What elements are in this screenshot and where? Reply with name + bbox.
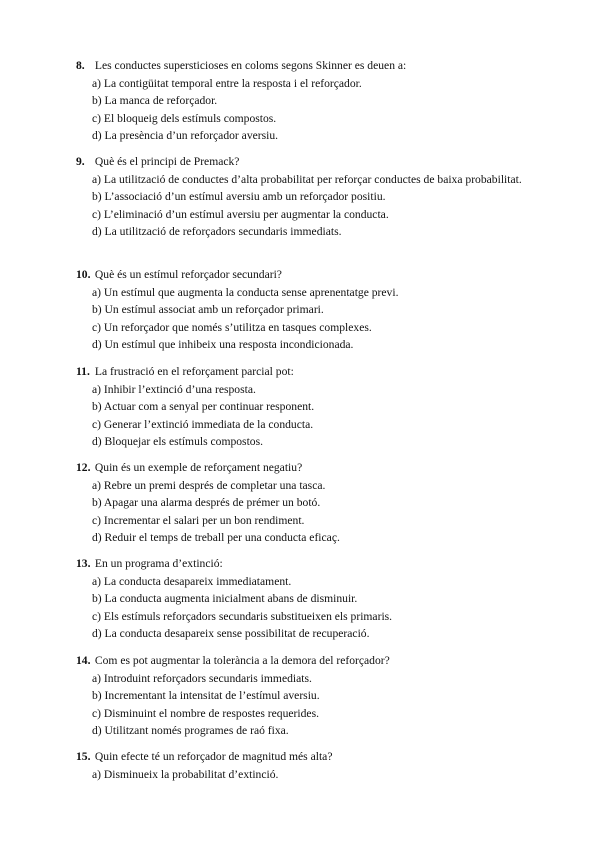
question-number: 11.	[76, 365, 90, 378]
options-list	[76, 171, 546, 241]
question-text: Quin és un exemple de reforçament negatiu?	[94, 461, 303, 474]
question-13	[76, 555, 546, 643]
option-b: b) Actuar com a senyal per continuar responent.	[92, 400, 315, 413]
question-number: 13.	[76, 557, 91, 570]
question-text: Com es pot augmentar la tolerància a la demora del reforçador?	[94, 654, 390, 667]
option-a: a) Rebre un premi després de completar una tasca.	[92, 478, 326, 492]
question-10	[76, 266, 546, 354]
option-d: d) Bloquejar els estímuls compostos.	[92, 435, 263, 448]
question-9	[76, 153, 546, 241]
question-stem	[76, 555, 546, 573]
question-11	[76, 363, 546, 451]
option-b: b) La manca de reforçador.	[92, 94, 218, 107]
options-list	[76, 477, 546, 547]
option-c: c) Disminuint el nombre de respostes requerides.	[92, 706, 319, 720]
option-c: c) L’eliminació d’un estímul aversiu per augmentar la conducta.	[92, 207, 389, 221]
question-number: 12.	[76, 461, 91, 474]
option-c: c) Els estímuls reforçadors secundaris substitueixen els primaris.	[92, 609, 393, 623]
question-stem	[76, 748, 546, 766]
question-number: 15.	[76, 750, 91, 763]
option-c: c) Un reforçador que només s’utilitza en tasques complexes.	[92, 320, 372, 334]
option-b: b) Incrementant la intensitat de l’estímul aversiu.	[92, 689, 320, 702]
options-list	[76, 766, 546, 784]
question-stem	[76, 266, 546, 284]
option-a: a) Introduint reforçadors secundaris immediats.	[92, 671, 312, 685]
question-stem	[76, 459, 546, 477]
option-a: a) La utilització de conductes d’alta probabilitat per reforçar conductes de baixa probabilitat.	[92, 172, 522, 186]
option-d: d) La utilització de reforçadors secundaris immediats.	[92, 225, 342, 238]
option-d: d) Utilitzant només programes de raó fixa.	[92, 724, 289, 737]
question-stem	[76, 652, 546, 670]
option-c: c) Generar l’extinció immediata de la conducta.	[92, 417, 314, 431]
option-a: a) La contigüitat temporal entre la resposta i el reforçador.	[92, 76, 362, 90]
option-d: d) La presència d’un reforçador aversiu.	[92, 129, 279, 142]
question-number: 9.	[76, 155, 85, 168]
question-14	[76, 652, 546, 740]
question-text: Què és el principi de Premack?	[94, 155, 240, 168]
options-list	[76, 670, 546, 740]
option-a: a) Disminueix la probabilitat d’extinció.	[92, 767, 279, 781]
option-a: a) La conducta desapareix immediatament.	[92, 574, 292, 588]
question-stem	[76, 57, 546, 75]
options-list	[76, 381, 546, 451]
question-text: Què és un estímul reforçador secundari?	[94, 268, 282, 281]
question-number: 14.	[76, 654, 91, 667]
option-b: b) Un estímul associat amb un reforçador primari.	[92, 303, 324, 316]
question-15	[76, 748, 546, 783]
question-text: Les conductes supersticioses en coloms segons Skinner es deuen a:	[94, 59, 407, 72]
options-list	[76, 573, 546, 643]
question-text: En un programa d’extinció:	[94, 557, 223, 570]
option-d: d) Un estímul que inhibeix una resposta incondicionada.	[92, 338, 354, 351]
option-b: b) La conducta augmenta inicialment abans de disminuir.	[92, 592, 358, 605]
question-number: 8.	[76, 59, 85, 72]
option-c: c) Incrementar el salari per un bon rendiment.	[92, 513, 305, 527]
question-8	[76, 57, 546, 145]
question-text: Quin efecte té un reforçador de magnitud més alta?	[94, 750, 333, 763]
options-list	[76, 75, 546, 145]
options-list	[76, 284, 546, 354]
question-text: La frustració en el reforçament parcial pot:	[94, 365, 294, 378]
option-d: d) La conducta desapareix sense possibilitat de recuperació.	[92, 627, 370, 640]
question-number: 10.	[76, 268, 91, 281]
option-b: b) L’associació d’un estímul aversiu amb un reforçador positiu.	[92, 190, 386, 203]
option-a: a) Un estímul que augmenta la conducta sense aprenentatge previ.	[92, 285, 399, 299]
option-d: d) Reduir el temps de treball per una conducta eficaç.	[92, 531, 340, 544]
option-b: b) Apagar una alarma després de prémer un botó.	[92, 496, 321, 509]
question-12	[76, 459, 546, 547]
option-c: c) El bloqueig dels estímuls compostos.	[92, 111, 277, 125]
option-a: a) Inhibir l’extinció d’una resposta.	[92, 382, 256, 396]
question-stem	[76, 363, 546, 381]
question-stem	[76, 153, 546, 171]
